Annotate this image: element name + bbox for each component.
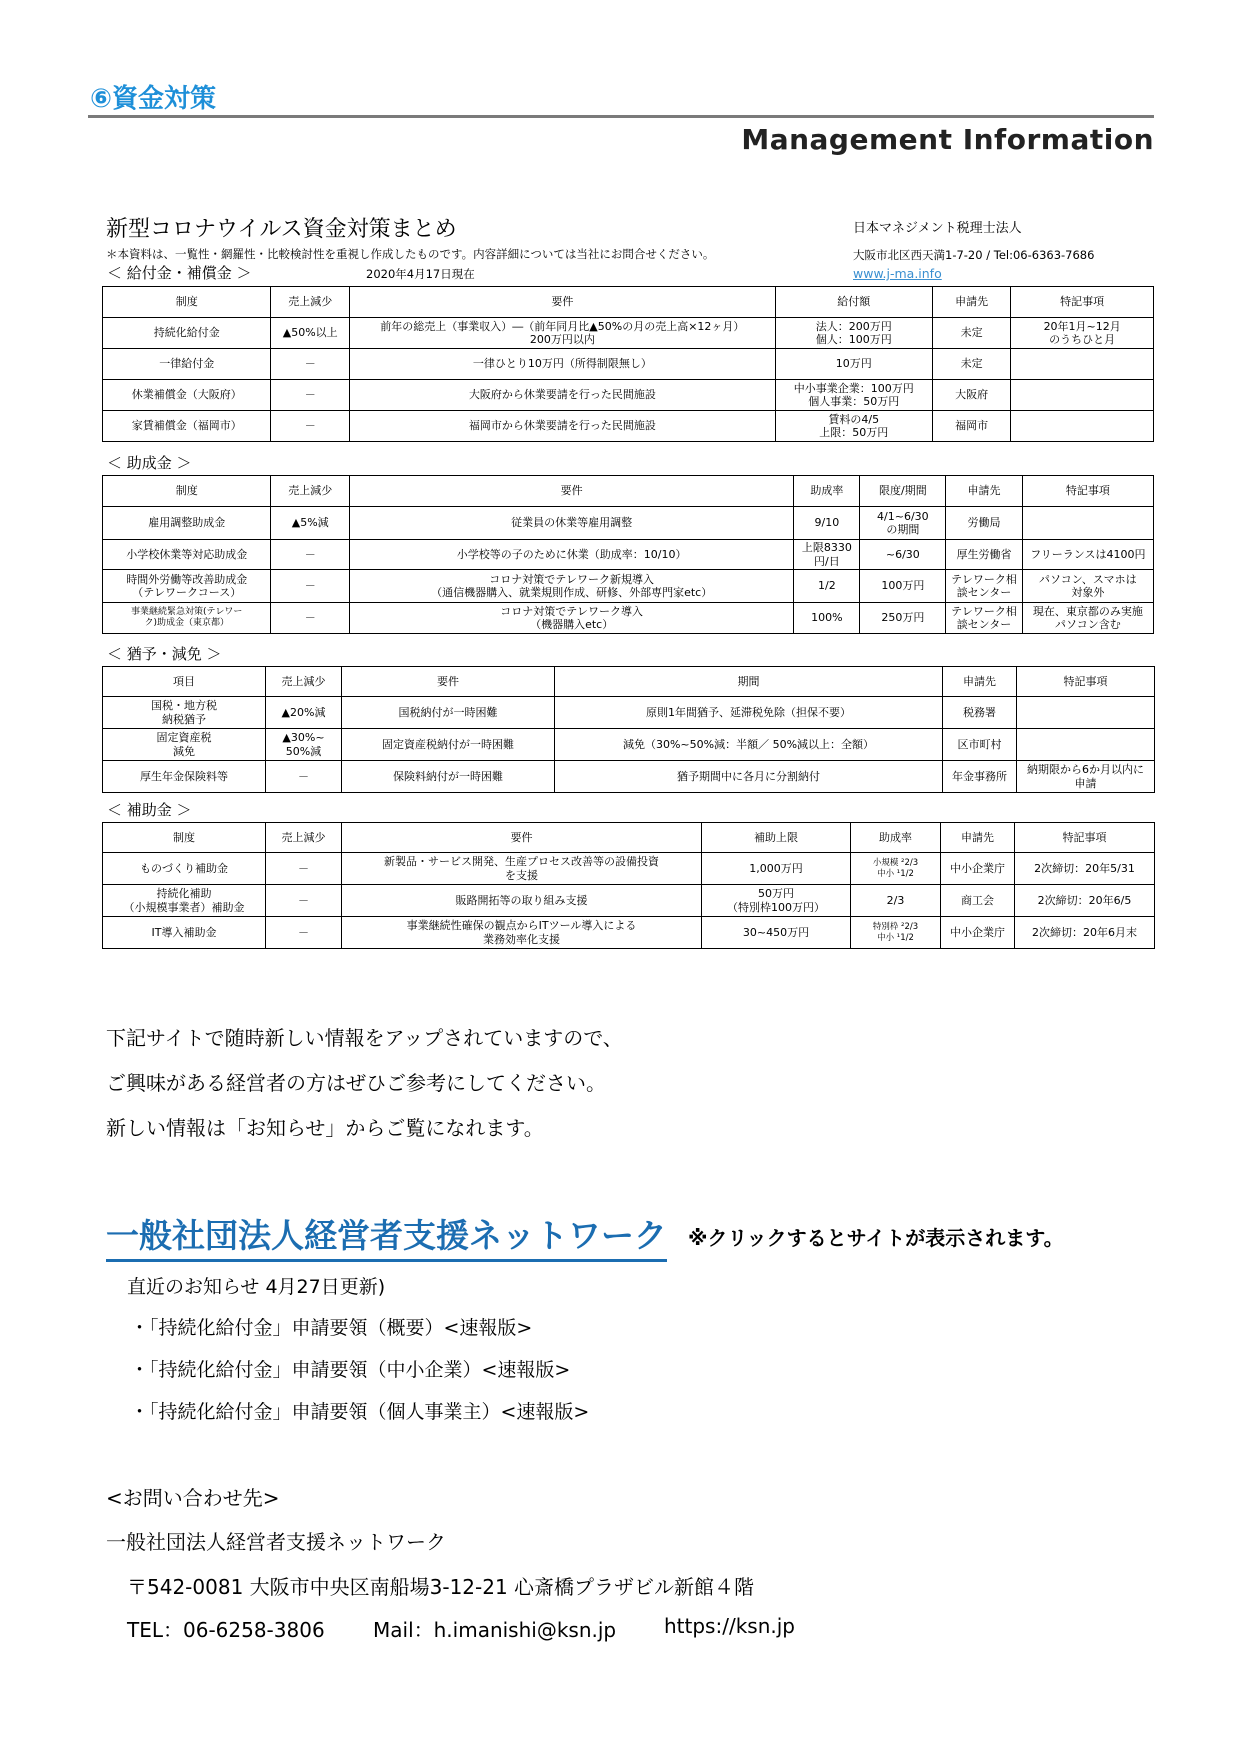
contact-tel: TEL：06-6258-3806	[127, 1618, 325, 1642]
table-cell: ▲50%以上	[271, 318, 350, 349]
table-row	[103, 853, 1155, 885]
table-cell: 未定	[932, 318, 1011, 349]
table-cell: 250万円	[860, 603, 946, 634]
table-cell: 賃料の4/5 上限：50万円	[775, 411, 932, 442]
table-cell: 大阪府	[932, 380, 1011, 411]
news-item[interactable]: ・「持続化給付金」申請要領（概要）<速報版>	[130, 1317, 533, 1339]
table-cell: 固定資産税 減免	[103, 729, 266, 761]
table-cell	[1011, 380, 1154, 411]
table-row	[103, 917, 1155, 949]
table-cell: 事業継続緊急対策(テレワー ク)助成金（東京都）	[103, 603, 271, 634]
table-cell: 100%	[794, 603, 860, 634]
table-cell: －	[271, 540, 350, 570]
column-header: 要件	[342, 667, 555, 697]
table-cell: 保険料納付が一時困難	[342, 761, 555, 793]
table-cell: 現在、東京都のみ実施 パソコン含む	[1022, 603, 1153, 634]
table-cell: 新製品・サービス開発、生産プロセス改善等の設備投資 を支援	[342, 853, 702, 885]
column-header: 特記事項	[1011, 287, 1154, 318]
table-cell: 大阪府から休業要請を行った民間施設	[349, 380, 775, 411]
contact-address: 〒542-0081 大阪市中央区南船場3-12-21 心斎橋プラザビル新館４階	[127, 1575, 755, 1599]
table-cell: テレワーク相 談センター	[946, 570, 1022, 603]
table-cell: 10万円	[775, 349, 932, 380]
table-cell: 国税・地方税 納税猶予	[103, 697, 266, 729]
table-header-row	[103, 823, 1155, 853]
table-row	[103, 540, 1154, 570]
table-cell: 猶予期間中に各月に分割納付	[555, 761, 943, 793]
table-cell: 小学校休業等対応助成金	[103, 540, 271, 570]
column-header: 特記事項	[1015, 823, 1155, 853]
table-cell: パソコン、スマホは 対象外	[1022, 570, 1153, 603]
column-header: 項目	[103, 667, 266, 697]
table-cell: 国税納付が一時困難	[342, 697, 555, 729]
section-label-kyufu: ＜ 給付金・補償金 ＞	[107, 264, 252, 282]
body-line-1: 下記サイトで随時新しい情報をアップされていますので、	[106, 1026, 623, 1050]
table-cell: コロナ対策でテレワーク導入 （機器購入etc）	[349, 603, 793, 634]
firm-address: 大阪市北区西天満1-7-20 / Tel:06-6363-7686	[853, 248, 1095, 262]
column-header: 制度	[103, 287, 271, 318]
table-kyufu	[102, 286, 1154, 442]
table-cell: 小規模 ²2/3 中小 ¹1/2	[851, 853, 941, 885]
table-cell: 税務署	[943, 697, 1017, 729]
column-header: 申請先	[943, 667, 1017, 697]
table-cell: 20年1月~12月 のうちひと月	[1011, 318, 1154, 349]
table-cell: －	[266, 885, 342, 917]
column-header: 申請先	[946, 476, 1022, 507]
table-row	[103, 761, 1155, 793]
table-cell: 未定	[932, 349, 1011, 380]
table-cell: －	[271, 380, 350, 411]
table-row	[103, 885, 1155, 917]
table-cell: 小学校等の子のために休業（助成率：10/10）	[349, 540, 793, 570]
table-cell: 福岡市	[932, 411, 1011, 442]
section-label-hojo: ＜ 補助金 ＞	[107, 801, 192, 819]
table-row	[103, 507, 1154, 540]
table-cell: 厚生年金保険料等	[103, 761, 266, 793]
click-note: ※クリックするとサイトが表示されます。	[688, 1226, 1064, 1250]
document-note: ＊本資料は、一覧性・網羅性・比較検討性を重視し作成したものです。内容詳細については当社にお問合せください。	[106, 247, 715, 261]
table-cell: 1/2	[794, 570, 860, 603]
table-cell: －	[266, 761, 342, 793]
table-cell: 従業員の休業等雇用調整	[349, 507, 793, 540]
table-cell: 中小企業庁	[941, 853, 1015, 885]
contact-web-link[interactable]: https://ksn.jp	[664, 1614, 795, 1638]
table-cell: IT導入補助金	[103, 917, 266, 949]
table-row	[103, 570, 1154, 603]
table-cell	[1011, 411, 1154, 442]
column-header: 期間	[555, 667, 943, 697]
table-cell: －	[266, 853, 342, 885]
table-cell: 100万円	[860, 570, 946, 603]
org-site-link[interactable]: 一般社団法人経営者支援ネットワーク	[106, 1210, 667, 1262]
body-line-2: ご興味がある経営者の方はぜひご参考にしてください。	[106, 1071, 606, 1095]
header-rule	[88, 115, 1154, 118]
table-cell: 持続化補助 （小規模事業者）補助金	[103, 885, 266, 917]
table-cell: －	[266, 917, 342, 949]
table-cell: 2次締切：20年5/31	[1015, 853, 1155, 885]
management-information-title: Management Information	[741, 123, 1154, 156]
body-line-3: 新しい情報は「お知らせ」からご覧になれます。	[106, 1116, 544, 1140]
table-row	[103, 349, 1154, 380]
table-cell: 持続化給付金	[103, 318, 271, 349]
table-cell: 一律給付金	[103, 349, 271, 380]
table-cell: 法人：200万円 個人：100万円	[775, 318, 932, 349]
contact-mail[interactable]: Mail：h.imanishi@ksn.jp	[373, 1618, 617, 1642]
table-cell	[1011, 349, 1154, 380]
table-cell: 1,000万円	[702, 853, 851, 885]
news-item[interactable]: ・「持続化給付金」申請要領（個人事業主）<速報版>	[130, 1401, 590, 1423]
table-cell: 厚生労働省	[946, 540, 1022, 570]
table-cell: －	[271, 603, 350, 634]
contact-org: 一般社団法人経営者支援ネットワーク	[106, 1530, 446, 1554]
table-cell: 区市町村	[943, 729, 1017, 761]
table-cell: ▲30%~ 50%減	[266, 729, 342, 761]
column-header: 売上減少	[271, 287, 350, 318]
table-cell: 特別枠 ²2/3 中小 ¹1/2	[851, 917, 941, 949]
table-cell: 一律ひとり10万円（所得制限無し）	[349, 349, 775, 380]
firm-name: 日本マネジメント税理士法人	[853, 221, 1022, 236]
table-row	[103, 697, 1155, 729]
table-cell: 雇用調整助成金	[103, 507, 271, 540]
column-header: 売上減少	[266, 823, 342, 853]
column-header: 補助上限	[702, 823, 851, 853]
table-cell: 事業継続性確保の観点からITツール導入による 業務効率化支援	[342, 917, 702, 949]
column-header: 制度	[103, 823, 266, 853]
table-cell: －	[271, 411, 350, 442]
table-cell: －	[271, 349, 350, 380]
column-header: 要件	[342, 823, 702, 853]
table-cell: 9/10	[794, 507, 860, 540]
table-cell: 中小企業庁	[941, 917, 1015, 949]
table-cell: 2次締切：20年6月末	[1015, 917, 1155, 949]
table-cell: ~6/30	[860, 540, 946, 570]
firm-url-link[interactable]: www.j-ma.info	[853, 266, 942, 281]
table-header-row	[103, 476, 1154, 507]
news-item[interactable]: ・「持続化給付金」申請要領（中小企業）<速報版>	[130, 1359, 571, 1381]
table-cell: 販路開拓等の取り組み支援	[342, 885, 702, 917]
table-cell	[1017, 697, 1155, 729]
column-header: 特記事項	[1017, 667, 1155, 697]
column-header: 売上減少	[271, 476, 350, 507]
table-row	[103, 729, 1155, 761]
table-cell: ▲5%減	[271, 507, 350, 540]
table-cell: 納期限から6か月以内に 申請	[1017, 761, 1155, 793]
column-header: 要件	[349, 476, 793, 507]
column-header: 申請先	[932, 287, 1011, 318]
table-row	[103, 318, 1154, 349]
column-header: 申請先	[941, 823, 1015, 853]
table-cell: 2次締切：20年6/5	[1015, 885, 1155, 917]
column-header: 要件	[349, 287, 775, 318]
section-label-josei: ＜ 助成金 ＞	[107, 454, 192, 472]
table-yuyo	[102, 666, 1155, 793]
table-cell: フリーランスは4100円	[1022, 540, 1153, 570]
section-label-yuyo: ＜ 猶予・減免 ＞	[107, 645, 222, 663]
table-hojo	[102, 822, 1155, 949]
column-header: 特記事項	[1022, 476, 1153, 507]
table-cell: コロナ対策でテレワーク新規導入 （通信機器購入、就業規則作成、研修、外部専門家etc）	[349, 570, 793, 603]
table-cell	[1017, 729, 1155, 761]
table-cell: 労働局	[946, 507, 1022, 540]
table-cell	[1022, 507, 1153, 540]
as-of-date: 2020年4月17日現在	[366, 267, 475, 281]
section-title: ⑥資金対策	[90, 84, 217, 114]
table-cell: 原則1年間猶予、延滞税免除（担保不要）	[555, 697, 943, 729]
column-header: 助成率	[851, 823, 941, 853]
table-cell: ▲20%減	[266, 697, 342, 729]
contact-label: <お問い合わせ先>	[106, 1486, 280, 1510]
table-cell: 中小事業企業：100万円 個人事業：50万円	[775, 380, 932, 411]
table-cell: 30~450万円	[702, 917, 851, 949]
table-cell: 家賃補償金（福岡市）	[103, 411, 271, 442]
document-title: 新型コロナウイルス資金対策まとめ	[106, 217, 457, 242]
table-cell: 2/3	[851, 885, 941, 917]
table-cell: 休業補償金（大阪府）	[103, 380, 271, 411]
table-row	[103, 411, 1154, 442]
table-row	[103, 380, 1154, 411]
table-cell: ものづくり補助金	[103, 853, 266, 885]
table-cell: テレワーク相 談センター	[946, 603, 1022, 634]
table-cell: 減免（30%~50%減：半額／ 50%減以上：全額）	[555, 729, 943, 761]
table-josei	[102, 475, 1154, 634]
table-row	[103, 603, 1154, 634]
table-header-row	[103, 667, 1155, 697]
table-cell: 固定資産税納付が一時困難	[342, 729, 555, 761]
column-header: 制度	[103, 476, 271, 507]
table-cell: 商工会	[941, 885, 1015, 917]
column-header: 売上減少	[266, 667, 342, 697]
table-cell: 年金事務所	[943, 761, 1017, 793]
table-header-row	[103, 287, 1154, 318]
table-cell: 上限8330円/日	[794, 540, 860, 570]
table-cell: 福岡市から休業要請を行った民間施設	[349, 411, 775, 442]
column-header: 給付額	[775, 287, 932, 318]
table-cell: 時間外労働等改善助成金 （テレワークコース）	[103, 570, 271, 603]
column-header: 助成率	[794, 476, 860, 507]
column-header: 限度/期間	[860, 476, 946, 507]
table-cell: 50万円 （特別枠100万円）	[702, 885, 851, 917]
news-heading: 直近のお知らせ 4月27日更新)	[127, 1276, 386, 1298]
table-cell: 前年の総売上（事業収入）―（前年同月比▲50%の月の売上高×12ヶ月） 200万円以内	[349, 318, 775, 349]
table-cell: －	[271, 570, 350, 603]
table-cell: 4/1~6/30 の期間	[860, 507, 946, 540]
